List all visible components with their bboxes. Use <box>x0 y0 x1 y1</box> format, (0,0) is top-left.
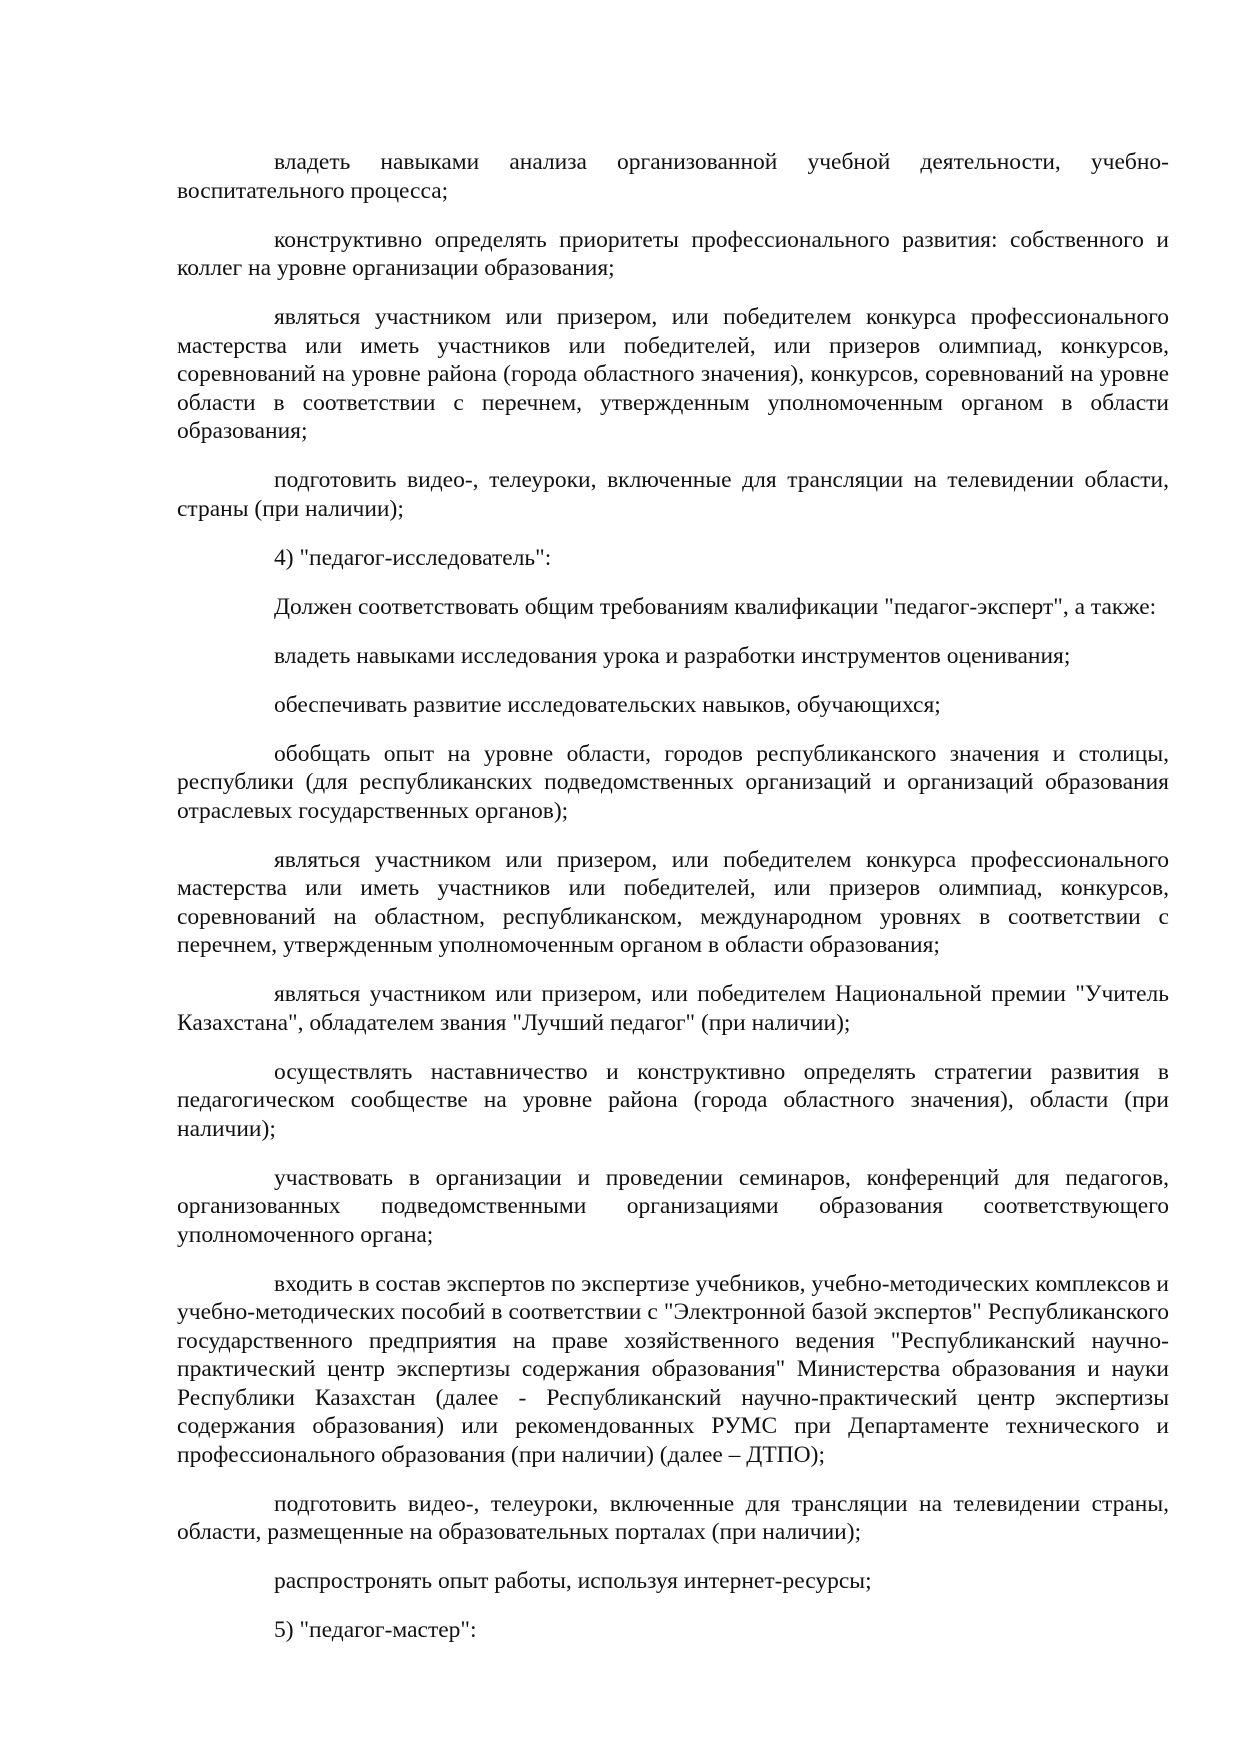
paragraph-video-lessons-country: подготовить видео-, телеуроки, включенные для трансляции на телевидении страны, области, размещенные на образовательных порталах (при наличии); <box>177 1490 1169 1545</box>
heading-teacher-master: 5) "педагог-мастер": <box>274 1617 477 1643</box>
paragraph-seminars: участвовать в организации и проведении семинаров, конференций для педагогов, организованных подведомственными организациями образования соответствующего уполномоченного органа; <box>177 1164 1169 1248</box>
paragraph-mentoring: осуществлять наставничество и конструктивно определять стратегии развития в педагогическом сообществе на уровне района (города областного значения), области (при наличии); <box>177 1058 1169 1142</box>
paragraph-development-priorities: конструктивно определять приоритеты профессионального развития: собственного и коллег на уровне организации образования; <box>177 226 1169 281</box>
paragraph-research-skills: обеспечивать развитие исследовательских навыков, обучающихся; <box>274 691 941 718</box>
paragraph-expert-panel: входить в состав экспертов по экспертизе учебников, учебно-методических комплексов и учебно-методических пособий в соответствии с "Электронной базой экспертов" Республиканского государственного предприятия на праве хозяйственного ведения "Республиканский научно-практический центр экспертизы содержания образования" Министерства образования и науки Республики Казахстан (далее - Республиканский научно-практический центр экспертизы содержания образования) или рекомендованных РУМС при Департаменте технического и профессионального образования (при наличии) (далее – ДТПО); <box>177 1270 1169 1468</box>
paragraph-general-requirements: Должен соответствовать общим требованиям квалификации "педагог-эксперт", а также: <box>274 593 1157 620</box>
paragraph-generalize-experience: обобщать опыт на уровне области, городов республиканского значения и столицы, республики (для республиканских подведомственных организаций и организаций образования отраслевых государственных органов); <box>177 740 1169 824</box>
paragraph-analysis-skills: владеть навыками анализа организованной учебной деятельности, учебно-воспитательного процесса; <box>177 149 1169 204</box>
heading-teacher-researcher: 4) "педагог-исследователь": <box>274 544 552 571</box>
paragraph-contest-district: являться участником или призером, или победителем конкурса профессионального мастерства или иметь участников или победителей, или призеров олимпиад, конкурсов, соревнований на уровне района (города областного значения), конкурсов, соревнований на уровне области в соответствии с перечнем, утвержденным уполномоченным органом в области образования; <box>177 304 1169 444</box>
paragraph-share-experience: распростронять опыт работы, используя интернет-ресурсы; <box>274 1568 872 1594</box>
paragraph-national-prize: являться участником или призером, или победителем Национальной премии "Учитель Казахстана", обладателем звания "Лучший педагог" (при наличии); <box>177 981 1169 1036</box>
paragraph-lesson-research: владеть навыками исследования урока и разработки инструментов оценивания; <box>274 642 1071 669</box>
document-page <box>177 148 1169 1665</box>
paragraph-video-lessons-region: подготовить видео-, телеуроки, включенные для трансляции на телевидении области, страны (при наличии); <box>177 467 1169 522</box>
paragraph-contest-national: являться участником или призером, или победителем конкурса профессионального мастерства или иметь участников или победителей, или призеров олимпиад, конкурсов, соревнований на областном, республиканском, международном уровнях в соответствии с перечнем, утвержденным уполномоченным органом в области образования; <box>177 846 1169 958</box>
